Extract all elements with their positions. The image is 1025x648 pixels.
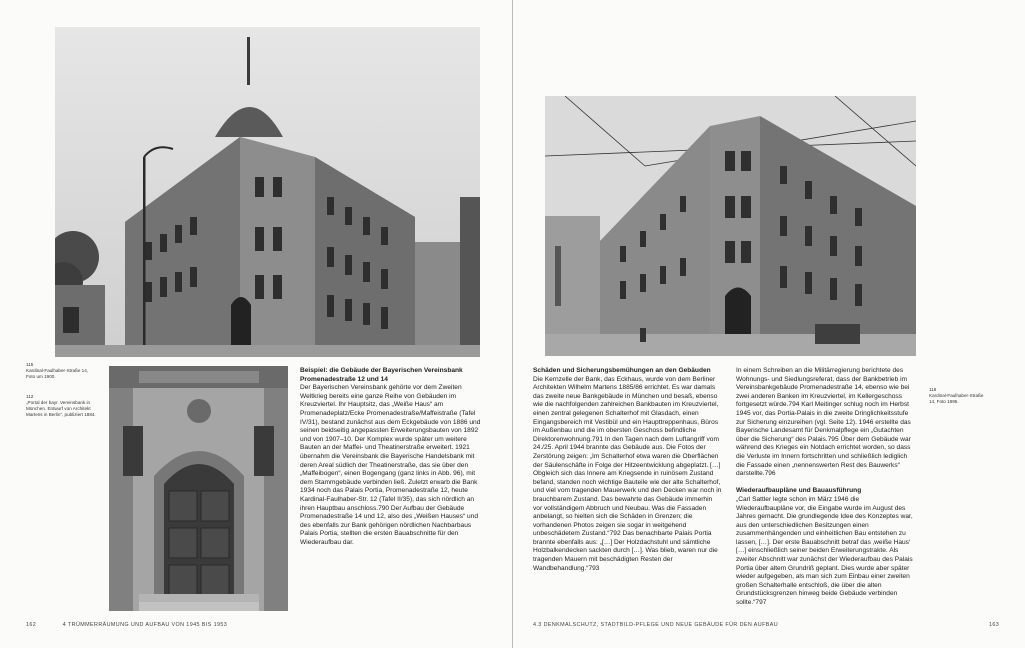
right-text-column-1 [533,367,722,573]
caption-number: 112 [26,394,34,399]
page-number: 163 [989,622,1000,628]
left-page [0,0,512,648]
caption-115 [26,362,96,380]
body-paragraph: In einem Schreiben an die Militärregierung berichtete des Wohnungs- und Siedlungsreferat, dass der Bankbetrieb im Vereinsbankgebäude Promenadestraße 14, ebenso wie bei zwei anderen Banken im Kreuzviertel, im Kellergeschoss fortgesetzt würde.794 Karl Meitinger schlug noch im Herbst 1945 vor, das Portia-Palais in die zweite Dringlichkeitsstufe zur Sicherung einzureihen (vgl. Seite 12). 1946 erstellte das Bayerische Landesamt für Denkmalpflege ein „Gutachten über die Sicherung“ des Palais.795 Über dem Gebäude war während des Krieges ein Notdach errichtet worden, so dass die Verluste im Innern fortschritten und schließlich lediglich die Fassade einen „nennenswerten Rest des Bauwerks“ darstellte.796 [736,367,911,478]
photo-bank-building-1900 [55,27,480,357]
caption-118 [929,387,989,405]
chapter-title: 4.3 DENKMALSCHUTZ, STADTBILD-PFLEGE UND NEUE GEBÄUDE FÜR DEN AUFBAU [533,622,779,628]
caption-text: Kardinal-Faulhaber-Straße 14, Foto 1895. [929,393,984,404]
left-text-column [300,367,481,547]
right-footer [533,622,1003,628]
left-footer [26,622,326,628]
caption-112 [26,394,96,418]
right-text-column-2 [736,367,916,608]
photo-bank-portal [109,366,288,611]
caption-number: 115 [26,362,34,367]
page-number: 162 [26,622,37,628]
body-paragraph: Die Kernzelle der Bank, das Eckhaus, wurde von dem Berliner Architekten Wilhelm Martens 1885/86 errichtet. Es war damals das zweite neue Bankgebäude in München und besaß, ebenso wie die nachfolgenden zahlreichen Bankbauten im Kreuzviertel, einen zentral gelegenen Schalterhof mit Glasdach, einen Eingangsbereich mit Vestibül und ein Haupttreppenhaus, Büros im Außenbau und die im obersten Geschoss befindliche Direktorenwohnung.791 In den Tagen nach dem Luftangriff vom 24./25. April 1944 brannte das Gebäude aus. Die Fotos der Zerstörung zeigen: „Im Schalterhof etwa waren die Oberflächen der Säulenschäfte in Folge der Hitzeentwicklung abgeplatzt. […] Obgleich sich das Innere am Kriegsende in ruinösem Zustand befand, standen noch wichtige Bauteile wie der alte Schalterhof, und viel vom tragenden Mauerwerk und den Decken war noch in brauchbarem Zustand. Das bewahrte das Gebäude immerhin vor vollständigem Abbruch und Neubau. Was die Fassaden anbelangt, so hielten sich die Schäden in Grenzen; die vorhandenen Photos zeigen sie sogar in weitgehend unbeschädetem Zustand.“792 Das benachbarte Palais Portia brannte ebenfalls aus: „[…] Der Holzdachstuhl und sämtliche Holzbalkendecken sackten durch […]. Was blieb, waren nur die tragenden Mauern mit beschädigten Resten der Wandbehandlung.“793 [533,375,722,572]
caption-text: „Portal der bayr. Vereinsbank in München. Entwurf von Architekt Martens in Berlin“, publiziert 1884. [26,400,96,417]
caption-text: Kardinal-Faulhaber-Straße 14, Foto um 1900. [26,368,89,379]
caption-number: 118 [929,387,937,392]
section-heading: Schäden und Sicherungsbemühungen an den Gebäuden [533,367,711,374]
section-heading: Beispiel: die Gebäude der Bayerischen Vereinsbank Promenadestraße 12 und 14 [300,367,463,383]
photo-bank-building-1895 [545,96,916,356]
right-page [513,0,1025,648]
chapter-title: 4 TRÜMMERRÄUMUNG UND AUFBAU VON 1945 BIS 1953 [62,622,228,628]
body-paragraph: Der Bayerischen Vereinsbank gehörte vor dem Zweiten Weltkrieg bereits eine ganze Reihe von Gebäuden im Kreuzviertel. Ihr Hauptsitz, das „Weiße Haus“ am Promenadeplatz/Ecke Promenadestraße/Maffeistraße (Tafel IV/31), bestand zunächst aus dem Eckgebäude von 1886 und seinen beidseitig angepassten Erweiterungsbauten von 1892 und von 1907–10. Der Komplex wurde später um weitere Bauten an der Maffei- und Theatinerstraße erweitert. 1921 übernahm die Vereinsbank die Bayerische Handelsbank mit deren Areal südlich der Theatinerstraße, das sie über den „Maffeibogen“, einen Bogengang (ganz links in Abb. 96), mit dem Stammgebäude verbinden ließ. Zuletzt erwarb die Bank 1934 noch das Palais Portia, Promenadestraße 12, heute Kardinal-Faulhaber-Str. 12 (Tafel II/35), das sich nördlich an ihren Hauptbau anschloss.790 Der Aufbau der Gebäude Promenadestraße 14 und 12, also des „Weißen Hauses“ und des ebenfalls zur Bank gehörigen nördlichen Nachbarbaus Palais Portia, stellten die ersten Bauabschnitte für den Wiederaufbau dar. [300,384,481,546]
body-paragraph: „Carl Sattler legte schon im März 1946 die Wiederaufbaupläne vor, die Eingabe wurde im August des Jahres gemacht. Die grundlegende Idee des Konzeptes war, aus den unterschiedlichen Besitzungen einen zusammenhängenden und einheitlichen Bau entstehen zu lassen, […]. Der erste Bauabschnitt betraf das ‚weiße Haus‘ […] einschließlich seiner beiden Erweiterungstrakte. Als zweiter Abschnitt war zunächst der Wiederaufbau des Palais Portia über altem Grundriß geplant. Dies wurde aber später wieder aufgegeben, als man sich zum Einbau einer zweiten großen Schalterhalle entschloß, die über die alten Grundstücksgrenzen hinweg beide Gebäude verbinden sollte.“797 [736,495,913,607]
section-heading: Wiederaufbaupläne und Bauausführung [736,487,862,495]
